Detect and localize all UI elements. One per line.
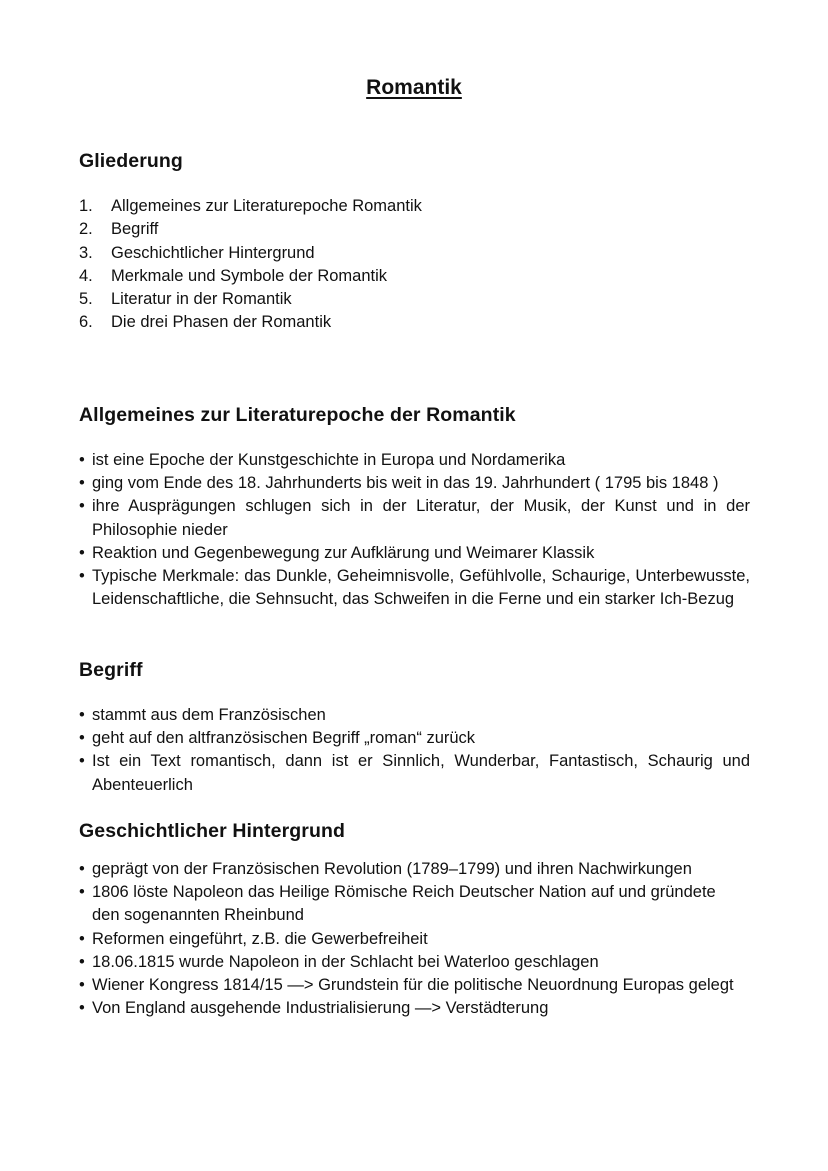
section-heading-geschichte: Geschichtlicher Hintergrund	[79, 820, 345, 842]
bullet-list-geschichte	[79, 858, 750, 1020]
bullet-dot-icon: •	[79, 451, 85, 469]
outline-item	[79, 266, 422, 289]
bullet-text: ging vom Ende des 18. Jahrhunderts bis weit in das 19. Jahrhundert ( 1795 bis 1848 )	[92, 474, 719, 493]
bullet-text: Typische Merkmale: das Dunkle, Geheimnisvolle, Gefühlvolle, Schaurige, Unterbewusste, Leidenschaftliche, die Sehnsucht, das Schweifen in die Ferne und ein starker Ich-Bezug	[92, 567, 750, 609]
section-heading-gliederung: Gliederung	[79, 150, 183, 172]
outline-item	[79, 289, 422, 312]
outline-list	[79, 196, 422, 336]
bullet-item	[79, 997, 750, 1020]
bullet-item	[79, 974, 750, 997]
outline-text: Geschichtlicher Hintergrund	[111, 243, 315, 262]
bullet-list-begriff	[79, 704, 750, 797]
bullet-text: Wiener Kongress 1814/15 —> Grundstein für die politische Neuordnung Europas gelegt	[92, 976, 734, 995]
bullet-dot-icon: •	[79, 976, 85, 995]
bullet-item	[79, 472, 750, 495]
section-heading-begriff: Begriff	[79, 659, 143, 681]
bullet-dot-icon: •	[79, 752, 85, 771]
bullet-dot-icon: •	[79, 567, 85, 586]
outline-number: 1.	[79, 197, 93, 215]
outline-text: Allgemeines zur Literaturepoche Romantik	[111, 197, 422, 215]
outline-item	[79, 312, 422, 335]
bullet-text: Reformen eingeführt, z.B. die Gewerbefreiheit	[92, 929, 428, 948]
bullet-item	[79, 727, 750, 750]
bullet-text: Ist ein Text romantisch, dann ist er Sinnlich, Wunderbar, Fantastisch, Schaurig und Abenteuerlich	[92, 752, 750, 794]
bullet-item	[79, 881, 750, 927]
bullet-item	[79, 495, 750, 541]
bullet-dot-icon: •	[79, 729, 85, 748]
bullet-dot-icon: •	[79, 474, 85, 493]
bullet-dot-icon: •	[79, 860, 85, 878]
bullet-text: ihre Ausprägungen schlugen sich in der Literatur, der Musik, der Kunst und in der Philosophie nieder	[92, 497, 750, 539]
outline-number: 3.	[79, 243, 93, 262]
outline-number: 2.	[79, 220, 93, 239]
bullet-text: 18.06.1815 wurde Napoleon in der Schlacht bei Waterloo geschlagen	[92, 952, 599, 971]
outline-item	[79, 243, 422, 266]
bullet-text: stammt aus dem Französischen	[92, 706, 326, 724]
bullet-list-allgemeines	[79, 449, 750, 611]
bullet-dot-icon: •	[79, 999, 85, 1018]
bullet-dot-icon: •	[79, 952, 85, 971]
bullet-text: Von England ausgehende Industrialisierung —> Verstädterung	[92, 999, 549, 1018]
outline-number: 5.	[79, 290, 93, 309]
outline-number: 6.	[79, 313, 93, 332]
outline-text: Die drei Phasen der Romantik	[111, 313, 332, 332]
bullet-item	[79, 750, 750, 796]
bullet-text: 1806 löste Napoleon das Heilige Römische Reich Deutscher Nation auf und gründete den sogenannten Rheinbund	[92, 883, 716, 925]
section-heading-allgemeines: Allgemeines zur Literaturepoche der Romantik	[79, 404, 516, 426]
bullet-item	[79, 951, 750, 974]
bullet-dot-icon: •	[79, 929, 85, 948]
outline-text: Begriff	[111, 220, 159, 239]
bullet-text: Reaktion und Gegenbewegung zur Aufklärung und Weimarer Klassik	[92, 543, 595, 562]
outline-text: Literatur in der Romantik	[111, 290, 292, 309]
bullet-item	[79, 858, 750, 881]
bullet-item	[79, 565, 750, 611]
bullet-item	[79, 449, 750, 472]
bullet-text: ist eine Epoche der Kunstgeschichte in Europa und Nordamerika	[92, 451, 566, 469]
bullet-item	[79, 704, 750, 727]
bullet-dot-icon: •	[79, 543, 85, 562]
bullet-dot-icon: •	[79, 883, 85, 902]
outline-item	[79, 196, 422, 219]
bullet-text: geprägt von der Französischen Revolution (1789–1799) und ihren Nachwirkungen	[92, 860, 692, 878]
document-title: Romantik	[366, 76, 462, 99]
outline-number: 4.	[79, 266, 93, 285]
bullet-text: geht auf den altfranzösischen Begriff „roman“ zurück	[92, 729, 476, 748]
bullet-item	[79, 542, 750, 565]
outline-text: Merkmale und Symbole der Romantik	[111, 266, 388, 285]
bullet-dot-icon: •	[79, 497, 85, 516]
bullet-dot-icon: •	[79, 706, 85, 724]
outline-item	[79, 219, 422, 242]
bullet-item	[79, 928, 750, 951]
